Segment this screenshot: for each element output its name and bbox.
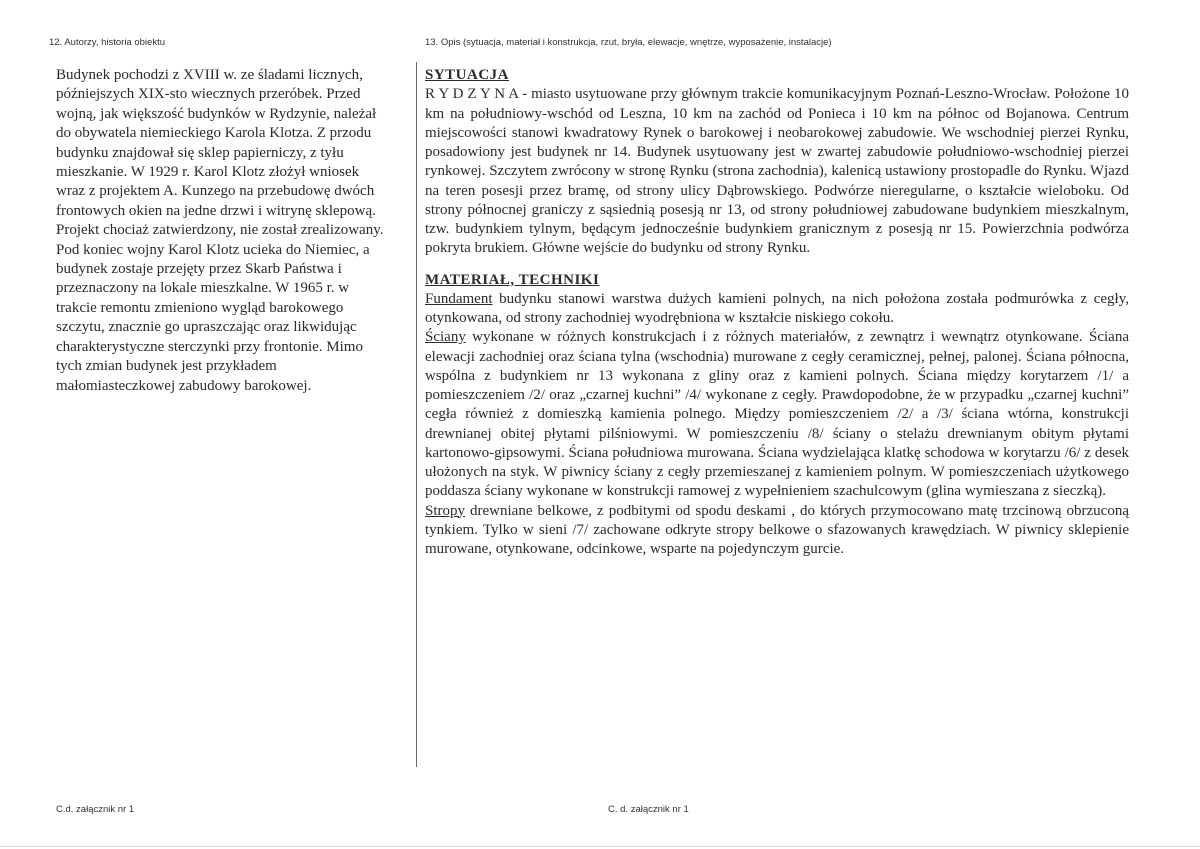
- fundament-paragraph: [425, 290, 1129, 329]
- stropy-text: drewniane belkowe, z podbitymi od spodu deskami , do których przymocowano matę trzcinową obrzuconą tynkiem. Tylko w sieni /7/ zachowane odkryte stropy belkowe o sfazowanych krawędziach. W piwnicy sklepienie murowane, otynkowane, odcinkowe, wsparte na pojedynczym gurcie.: [425, 502, 1129, 557]
- material-heading: MATERIAŁ, TECHNIKI: [425, 271, 600, 288]
- section-12-header: 12. Autorzy, historia obiektu: [49, 37, 165, 48]
- history-text: Budynek pochodzi z XVIII w. ze śladami licznych, późniejszych XIX-sto wiecznych przeróbek. Przed wojną, jak większość budynków w Rydzynie, należał do obywatela niemieckiego Karola Klotza. Z przodu budynku znajdował się sklep papierniczy, z tyłu mieszkanie. W 1929 r. Karol Klotz złożył wniosek wraz z projektem A. Kunzego na przebudowę dwóch frontowych okien na jedne drzwi i witrynę sklepową. Projekt chociaż zatwierdzony, nie został zrealizowany. Pod koniec wojny Karol Klotz ucieka do Niemiec, a budynek zostaje przejęty przez Skarb Państwa i przeznaczony na lokale mieszkalne. W 1965 r. w trakcie remontu zmieniono wygląd barokowego szczytu, znacznie go upraszczając oraz likwidując charakterystyczne sterczynki przy frontonie. Mimo tych zmian budynek jest przykładem małomiasteczkowej zabudowy barokowej.: [56, 67, 384, 394]
- fundament-term: Fundament: [425, 290, 493, 307]
- sciany-text: wykonane w różnych konstrukcjach i z różnych materiałów, z zewnątrz i wewnątrz otynkowane. Ściana elewacji zachodniej oraz ściana tylna (wschodnia) murowane z cegły ceramicznej, pełnej, palonej. Ściana północna, wspólna z budynkiem nr 13 wykonana z gliny oraz z kamieni polnych. Ściana między korytarzem /1/ a pomieszczeniem /2/ oraz „czarnej kuchni” /4/ wykonane z cegły. Prawdopodobne, że w przypadku „czarnej kuchni” cegła również z domieszką kamienia polnego. Między pomieszczeniem /2/ a /3/ ściana wtórna, konstrukcji drewnianej obitej płytami pilśniowymi. W pomieszczeniu /8/ ściany o stelażu drewnianym obitym płytami kartonowo-gipsowymi. Ściana południowa murowana. Ściana wydzielająca klatkę schodowa w korytarzu /6/ z desek ułożonych na styk. W piwnicy ściany z cegły przemieszanej z kamieniem polnym. W pomieszczeniach użytkowego poddasza ściany wykonane w konstrukcji ramowej z wypełnieniem szachulcowym (glina wymieszana z sieczką).: [425, 329, 1129, 500]
- fundament-text: budynku stanowi warstwa dużych kamieni polnych, na nich położona została podmurówka z cegły, otynkowana, od strony zachodniej wyodrębniona w kształcie niskiego cokołu.: [425, 290, 1129, 326]
- sciany-term: Ściany: [425, 329, 466, 346]
- sytuacja-heading: SYTUACJA: [425, 67, 510, 83]
- column-divider: [416, 62, 417, 767]
- stropy-paragraph: [425, 502, 1129, 560]
- history-column: [56, 66, 386, 396]
- description-column: [425, 66, 1129, 559]
- section-13-header: 13. Opis (sytuacja, materiał i konstrukcja, rzut, bryła, elewacje, wnętrze, wyposażenie, instalacje): [425, 37, 832, 48]
- sciany-paragraph: [425, 328, 1129, 501]
- footer-right-note: C. d. załącznik nr 1: [608, 804, 689, 815]
- page-bottom-edge: [0, 846, 1200, 847]
- sytuacja-text: R Y D Z Y N A - miasto usytuowane przy głównym trakcie komunikacyjnym Poznań-Leszno-Wrocław. Położone 10 km na południowy-wschód od Leszna, 10 km na zachód od Ponieca i 10 km na północ od Bojanowa. Centrum miejscowości stanowi kwadratowy Rynek o barokowej i neobarokowej zabudowie. We wschodniej pierzei Rynku, posadowiony jest budynek nr 14. Budynek usytuowany jest w zwartej zabudowie południowo-wschodniej pierzei rynkowej. Szczytem zwrócony w stronę Rynku (strona zachodnia), kalenicą ustawiony prostopadle do Rynku. Wjazd na teren posesji przez bramę, od strony ulicy Dąbrowskiego. Podwórze nieregularne, o kształcie wieloboku. Od strony północnej graniczy z sąsiednią posesją nr 13, od strony południowej zabudowane budynkiem mieszkalnym, tzw. budynkiem tylnym, będącym jednocześnie budynkiem granicznym z posesją nr 15. Powierzchnia podwórza pokryta brukiem. Główne wejście do budynku od strony Rynku.: [425, 86, 1129, 257]
- footer-left-note: C.d. załącznik nr 1: [56, 804, 135, 815]
- stropy-term: Stropy: [425, 502, 466, 519]
